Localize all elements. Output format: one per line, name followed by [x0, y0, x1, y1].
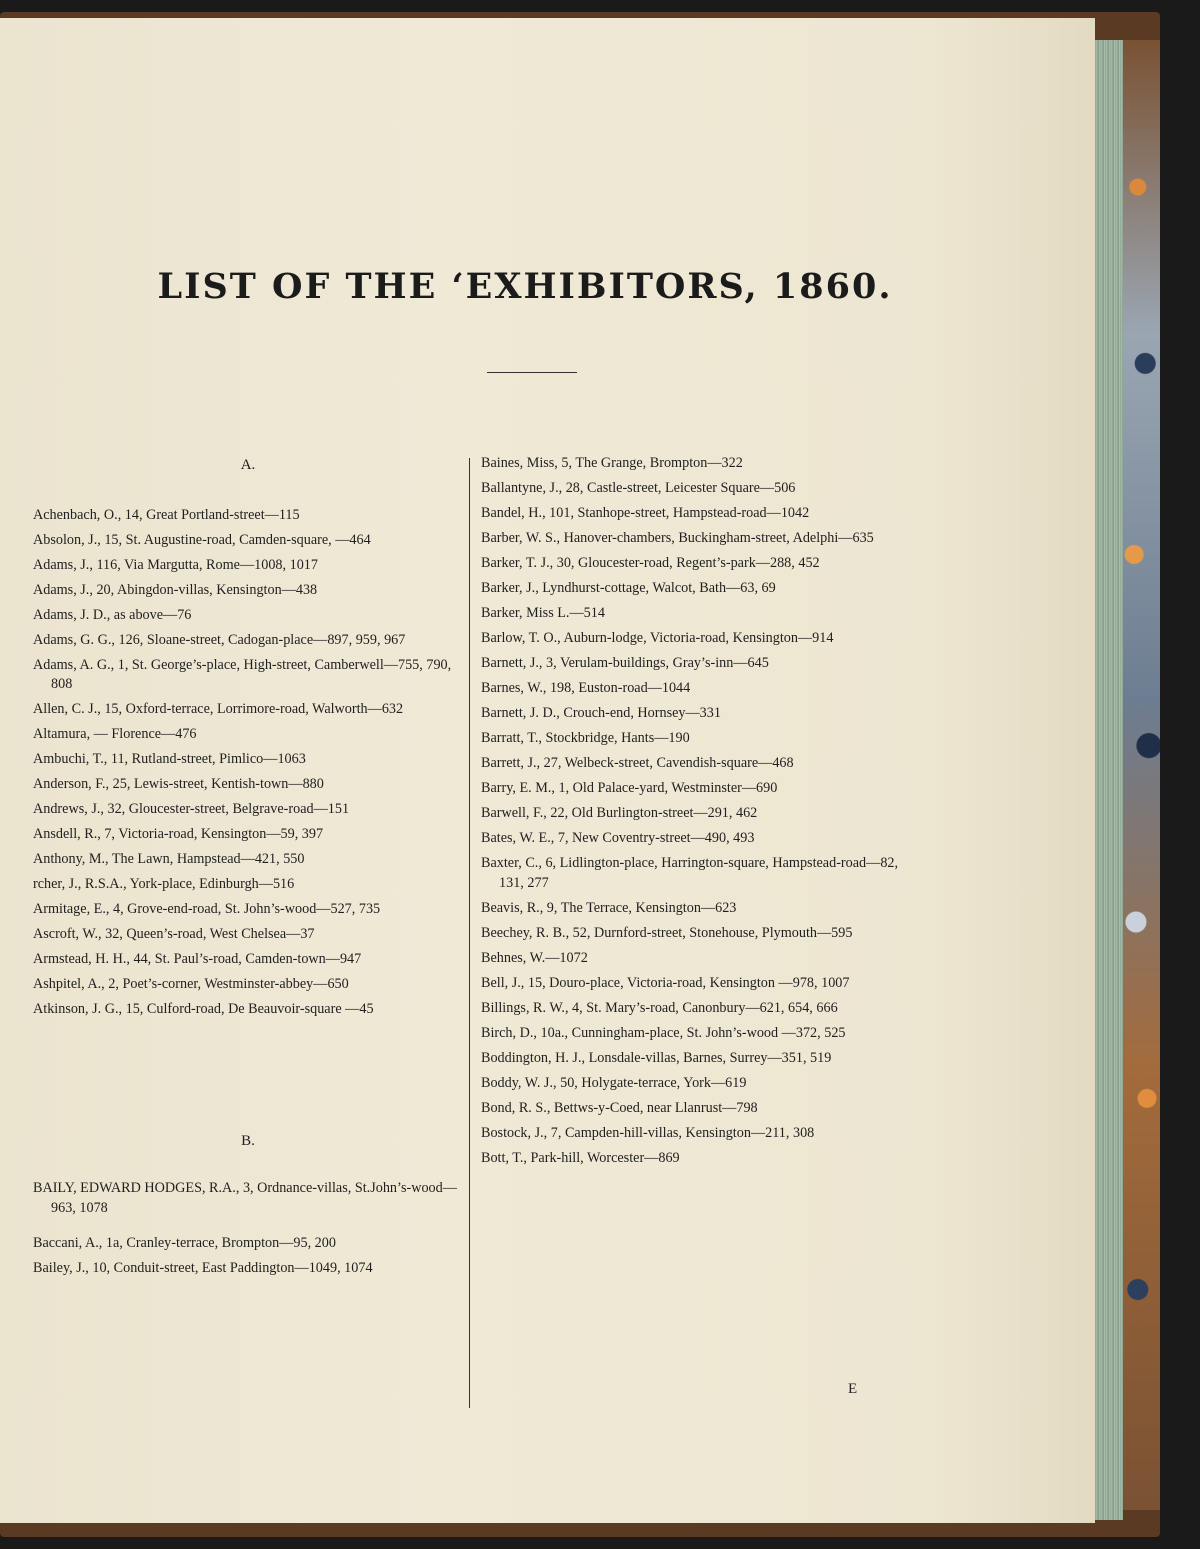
- list-item: Armstead, H. H., 44, St. Paul’s-road, Camden-town—947: [33, 951, 362, 967]
- list-item: Bandel, H., 101, Stanhope-street, Hampstead-road—1042: [481, 505, 810, 521]
- list-item: Ashpitel, A., 2, Poet’s-corner, Westminster-abbey—650: [33, 976, 349, 992]
- list-item: Barry, E. M., 1, Old Palace-yard, Westminster—690: [481, 780, 778, 796]
- list-item: Baccani, A., 1a, Cranley-terrace, Brompton—95, 200: [33, 1234, 336, 1251]
- list-item: Armitage, E., 4, Grove-end-road, St. John’s-wood—527, 735: [33, 901, 381, 917]
- left-column: [33, 456, 463, 1284]
- list-item: Baines, Miss, 5, The Grange, Brompton—322: [481, 455, 743, 471]
- list-item: Barnett, J. D., Crouch-end, Hornsey—331: [481, 705, 721, 721]
- list-item: Barlow, T. O., Auburn-lodge, Victoria-road, Kensington—914: [481, 630, 834, 646]
- list-item: Adams, A. G., 1, St. George’s-place, High-street, Camberwell—755, 790, 808: [33, 656, 452, 692]
- section-heading-a: A.: [240, 457, 256, 473]
- list-item: Adams, G. G., 126, Sloane-street, Cadogan-place—897, 959, 967: [33, 631, 406, 648]
- list-item: Allen, C. J., 15, Oxford-terrace, Lorrimore-road, Walworth—632: [33, 701, 404, 717]
- list-item: Altamura, — Florence—476: [33, 726, 197, 742]
- list-item: Adams, J., 20, Abingdon-villas, Kensington—438: [33, 581, 318, 598]
- list-item: Beechey, R. B., 52, Durnford-street, Stonehouse, Plymouth—595: [481, 924, 853, 941]
- list-item: Bott, T., Park-hill, Worcester—869: [481, 1149, 680, 1166]
- list-item: Barber, W. S., Hanover-chambers, Buckingham-street, Adelphi—635: [481, 530, 874, 546]
- list-item: Beavis, R., 9, The Terrace, Kensington—623: [481, 899, 737, 916]
- page-edges: [1095, 40, 1123, 1520]
- list-item: Barwell, F., 22, Old Burlington-street—291, 462: [481, 805, 758, 821]
- list-item: Ansdell, R., 7, Victoria-road, Kensington—59, 397: [33, 826, 324, 842]
- list-item: Atkinson, J. G., 15, Culford-road, De Beauvoir-square —45: [33, 1001, 374, 1017]
- list-item: Bailey, J., 10, Conduit-street, East Paddington—1049, 1074: [33, 1259, 373, 1276]
- list-item: Bates, W. E., 7, New Coventry-street—490, 493: [481, 830, 755, 846]
- book-page: [0, 18, 1095, 1523]
- list-item: Barker, T. J., 30, Gloucester-road, Regent’s-park—288, 452: [481, 555, 820, 571]
- list-item-baily: BAILY, EDWARD HODGES, R.A., 3, Ordnance-villas, St.John’s-wood—963, 1078: [33, 1180, 457, 1216]
- list-item: Absolon, J., 15, St. Augustine-road, Camden-square, —464: [33, 531, 371, 548]
- right-column: [481, 454, 913, 1174]
- list-item: Bond, R. S., Bettws-y-Coed, near Llanrust—798: [481, 1099, 758, 1116]
- list-item: Anderson, F., 25, Lewis-street, Kentish-town—880: [33, 776, 324, 792]
- list-item: Andrews, J., 32, Gloucester-street, Belgrave-road—151: [33, 801, 350, 817]
- marbled-edge: [1123, 40, 1160, 1510]
- list-item: Barnes, W., 198, Euston-road—1044: [481, 680, 691, 696]
- title-rule: [487, 372, 577, 373]
- list-item: Barnett, J., 3, Verulam-buildings, Gray’s-inn—645: [481, 655, 769, 671]
- list-item: Boddington, H. J., Lonsdale-villas, Barnes, Surrey—351, 519: [481, 1049, 832, 1066]
- list-item: Barratt, T., Stockbridge, Hants—190: [481, 730, 690, 746]
- list-item: Ascroft, W., 32, Queen’s-road, West Chelsea—37: [33, 926, 315, 942]
- list-item: Bostock, J., 7, Campden-hill-villas, Kensington—211, 308: [481, 1124, 815, 1141]
- list-item: Achenbach, O., 14, Great Portland-street—115: [33, 506, 300, 523]
- list-item: Barrett, J., 27, Welbeck-street, Cavendish-square—468: [481, 755, 794, 771]
- list-item: Adams, J., 116, Via Margutta, Rome—1008, 1017: [33, 556, 318, 573]
- list-item: Barker, J., Lyndhurst-cottage, Walcot, Bath—63, 69: [481, 580, 776, 596]
- list-item: Adams, J. D., as above—76: [33, 606, 192, 623]
- section-heading-b: B.: [241, 1132, 255, 1149]
- list-item: Ambuchi, T., 11, Rutland-street, Pimlico—1063: [33, 751, 306, 767]
- column-divider: [469, 458, 470, 1408]
- list-item: Bell, J., 15, Douro-place, Victoria-road, Kensington —978, 1007: [481, 974, 850, 991]
- list-item: Birch, D., 10a., Cunningham-place, St. John’s-wood —372, 525: [481, 1024, 846, 1041]
- list-item: Behnes, W.—1072: [481, 949, 588, 966]
- list-item: rcher, J., R.S.A., York-place, Edinburgh—516: [33, 876, 295, 892]
- list-item: Boddy, W. J., 50, Holygate-terrace, York—619: [481, 1074, 747, 1091]
- list-item: Anthony, M., The Lawn, Hampstead—421, 550: [33, 851, 305, 867]
- signature-mark: E: [848, 1381, 858, 1397]
- list-item: Ballantyne, J., 28, Castle-street, Leicester Square—506: [481, 480, 796, 496]
- page-title: LIST OF THE ‘EXHIBITORS, 1860.: [157, 266, 893, 307]
- list-item: Baxter, C., 6, Lidlington-place, Harrington-square, Hampstead-road—82, 131, 277: [481, 855, 899, 891]
- list-item: Billings, R. W., 4, St. Mary’s-road, Canonbury—621, 654, 666: [481, 999, 838, 1016]
- list-item: Barker, Miss L.—514: [481, 605, 605, 621]
- entries-a-list: [33, 506, 463, 1020]
